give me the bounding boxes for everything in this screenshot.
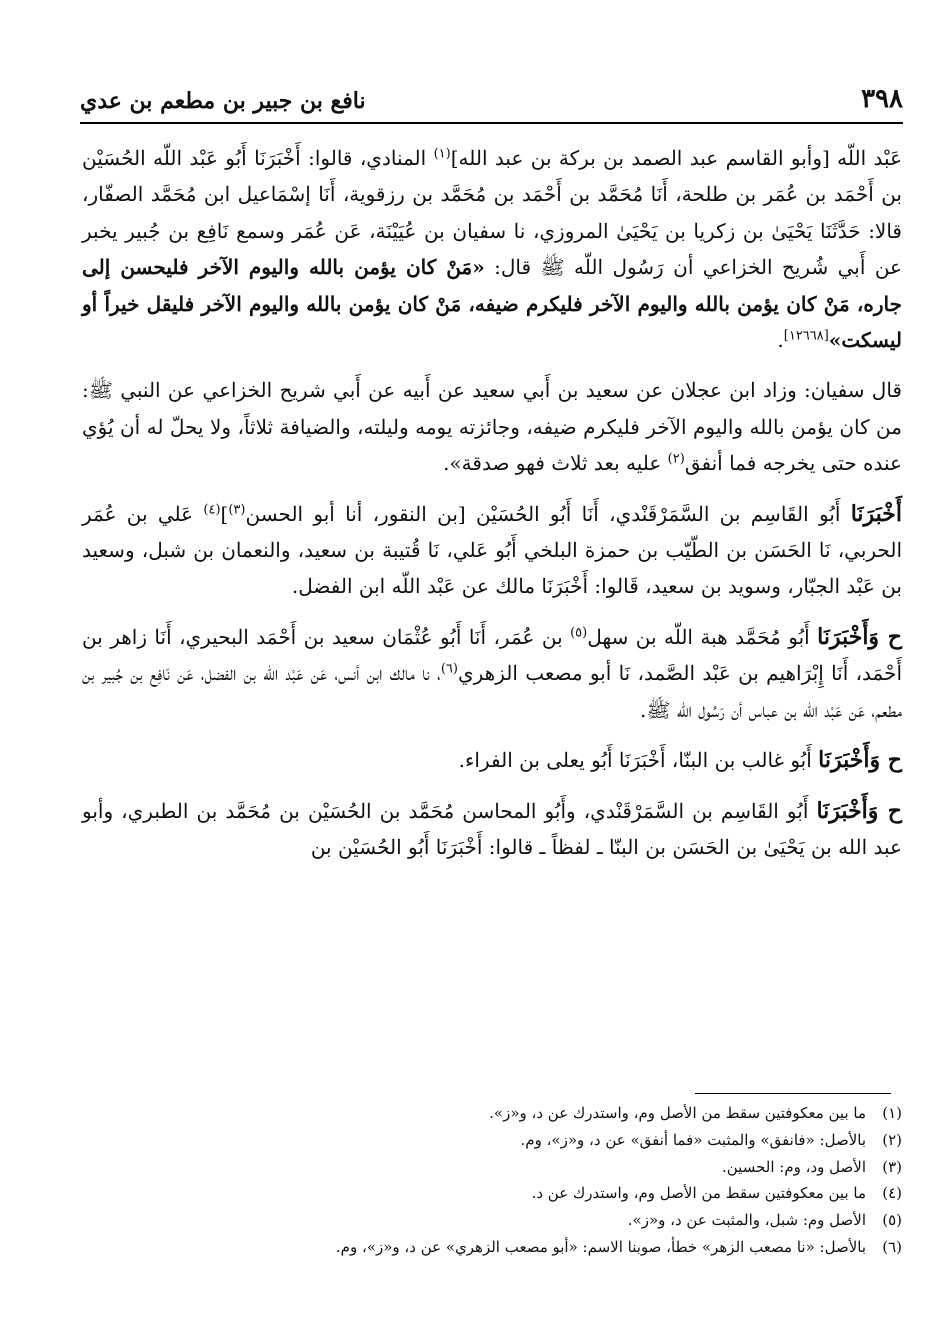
- running-title: نافع بن جبير بن مطعم بن عدي: [80, 88, 366, 114]
- footnote-text: ما بين معكوفتين سقط من الأصل وم، واستدرك عن د.: [531, 1184, 866, 1203]
- text-run: أَبُو مُحَمَّد هبة اللّه بن سهل: [587, 624, 818, 649]
- footnote: [200, 1127, 902, 1154]
- main-text: [82, 140, 902, 865]
- akhbarana-keyword: وَأَخْبَرَنَا: [818, 747, 881, 774]
- text-run: .: [777, 328, 784, 353]
- paragraph-5: [82, 742, 902, 778]
- footnote-number: (٥): [882, 1211, 902, 1230]
- footnote: [200, 1154, 902, 1181]
- footnote-text: الأصل وم: شبل، والمثبت عن د، و«ز».: [627, 1211, 866, 1230]
- ha-marker: ح: [880, 747, 902, 774]
- text-run: عَلي بن عُمَر الحربي، نَا الحَسَن بن الطّيّب بن حمزة البلخي أَبُو عَلي، نَا قُتيبة بن سعيد، والنعمان بن شبل، وسعيد بن عَبْد الجبّار، وسويد بن سعيد، قَالوا: أَخْبَرَنَا مالك عن عَبْد اللّه ابن الفضل.: [82, 501, 902, 599]
- footnote: [200, 1234, 902, 1261]
- ha-marker: ح: [879, 623, 902, 650]
- text-run: عليه بعد ثلاث فهو صدقة».: [443, 451, 668, 476]
- paragraph-4: [82, 619, 902, 728]
- footnote-text: بالأصل: «نا مصعب الزهر» خطأ، صوبنا الاسم: «أبو مصعب الزهري» عن د، و«ز»، وم.: [335, 1237, 866, 1256]
- text-run: أَبُو القَاسِم بن السَّمَرْقَنْدي، وأَبُو المحاسن مُحَمَّد بن الحُسَيْن بن مُحَمَّد بن الطبري، وأبو عبد الله بن يَحْيَىٰ بن الحَسَن بن البنّا ـ لفظاً ـ قالوا: أَخْبَرَنَا أَبُو الحُسَيْن بن: [82, 798, 902, 859]
- footnote-number: (٢): [882, 1130, 902, 1149]
- footnote-number: (٦): [882, 1237, 902, 1256]
- text-run: بن عُمَر، أَنَا أَبُو عُثْمَان سعيد بن أَحْمَد البحيري، أَنَا زاهر بن أَحْمَد، أَنَا إِبْرَاهيم بن عَبْد الصَّمد، نَا أبو مصعب الزهري: [82, 624, 903, 686]
- page-number: ٣٩٨: [861, 84, 903, 114]
- footnote-ref: (٣): [228, 502, 246, 517]
- paragraph-2: [82, 372, 902, 481]
- paragraph-6: [82, 793, 902, 866]
- footnote: [200, 1207, 902, 1234]
- footnote-number: (٤): [882, 1184, 902, 1203]
- footnote-separator: [695, 1093, 891, 1094]
- footnote-text: ما بين معكوفتين سقط من الأصل وم، واستدرك عن د، و«ز».: [489, 1104, 866, 1122]
- text-run: ]: [220, 501, 229, 526]
- ha-marker: ح: [878, 797, 902, 824]
- akhbarana-keyword: وَأَخْبَرَنَا: [817, 623, 880, 650]
- footnote-ref: (٢): [667, 451, 685, 467]
- paragraph-3: [82, 496, 902, 605]
- footnotes: [200, 1100, 902, 1261]
- footnote-ref: (٥): [570, 625, 588, 641]
- text-run: المنادي، قالوا: أَخْبَرَنَا أَبُو عَبْد اللّه الحُسَيْن بن أَحْمَد بن عُمَر بن طلحة، أَنَا مُحَمَّد بن أَحْمَد بن مُحَمَّد بن رزقوية، أَنَا إسْمَاعيل ابن مُحَمَّد الصفّار، قالا: حَدَّثَنَا يَحْيَىٰ بن زكريا بن يَحْيَىٰ المروزي، نا سفيان بن عُيَيْنَة، عَن عُمَر وسمع نَافِع بن جُبير يخبر عن أَبي شُريح الخزاعي أن رَسُول اللّه ﷺ قال:: [82, 146, 902, 280]
- footnote: [200, 1180, 902, 1207]
- text-run: عَبْد اللّه [وأبو القاسم عبد الصمد بن بركة بن عبد الله]: [450, 146, 903, 170]
- text-run: أَبُو القَاسِم بن السَّمَرْقَنْدي، أَنَا أَبُو الحُسَيْن [بن النقور، أنا أبو الحسن: [245, 501, 851, 526]
- footnote-text: الأصل ود، وم: الحسين.: [722, 1157, 866, 1176]
- text-run: أَبُو غالب بن البنّا، أَخْبَرَنَا أَبُو يعلى بن الفراء.: [458, 748, 819, 773]
- footnote-ref: (٤): [203, 502, 221, 517]
- footnote-text: بالأصل: «فانفق» والمثبت «فما أنفق» عن د، و«ز»، وم.: [520, 1130, 866, 1149]
- footnote-number: (٣): [882, 1157, 902, 1176]
- footnote-ref: (١): [433, 146, 451, 162]
- akhbarana-keyword: وَأَخْبَرَنَا: [816, 797, 879, 824]
- page-header: [80, 82, 903, 124]
- hadith-number: [١٢٦٦٨]: [783, 328, 829, 344]
- paragraph-1: [82, 140, 902, 358]
- text-run: ، نا مالك ابن أنس، عَن عَبْد اللّه بن الفضل، عَن نَافِع بن جُبير بن مطعم، عَن عَبْد اللّه بن عباس أن رَسُول اللّه ﷺ.: [82, 661, 902, 722]
- footnote: [200, 1100, 902, 1127]
- footnote-ref: (٦): [440, 661, 458, 677]
- text-run: قال سفيان: وزاد ابن عجلان عن سعيد بن أَبي سعيد عن أَبيه عن أَبي شريح الخزاعي عن النبي ﷺ: من كان يؤمن بالله واليوم الآخر فليكرم ضيفه، وجائزته يومه وليلته، والضيافة ثلاثاً، ولا يحلّ له أن يُؤي عنده حتى يخرجه فما أنفق: [82, 378, 902, 476]
- hadith-text: «مَنْ كان يؤمن بالله واليوم الآخر فليحسن إلى جاره، مَنْ كان يؤمن بالله واليوم الآخر فليكرم ضيفه، مَنْ كان يؤمن بالله واليوم الآخر فليقل خيراً أو ليسكت»: [82, 255, 902, 353]
- akhbarana-keyword: أَخْبَرَنَا: [850, 500, 903, 527]
- footnote-number: (١): [882, 1104, 902, 1122]
